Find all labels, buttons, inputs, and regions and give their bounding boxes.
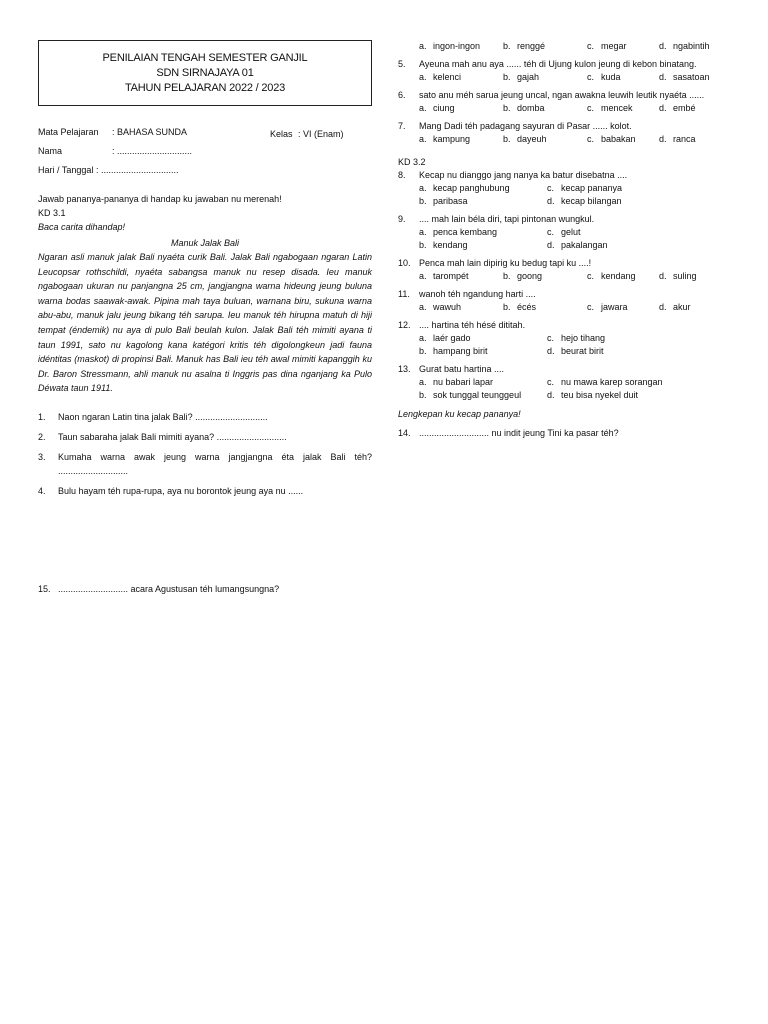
- date-label: Hari / Tanggal: [38, 164, 94, 175]
- question-text: Gurat batu hartina ....: [419, 364, 505, 374]
- option: [419, 133, 503, 146]
- class-row: [270, 124, 344, 143]
- multiple-choice-question: [398, 288, 733, 314]
- option-letter: d.: [659, 41, 667, 51]
- option: [587, 133, 659, 146]
- option: [503, 270, 587, 283]
- option-text: wawuh: [433, 302, 462, 312]
- option: [503, 133, 587, 146]
- question-text: Ayeuna mah anu aya ...... téh di Ujung kulon jeung di kebon binatang.: [419, 59, 697, 69]
- option: [547, 195, 697, 208]
- option: [419, 182, 547, 195]
- question-number: 4.: [38, 485, 46, 496]
- essay-question: [38, 450, 372, 478]
- option: [547, 345, 697, 358]
- multiple-choice-question: [398, 58, 733, 84]
- options: [398, 102, 733, 115]
- option-text: beurat birit: [561, 346, 604, 356]
- option-letter: b.: [503, 134, 511, 144]
- kd-3-2-label: KD 3.2: [398, 157, 426, 167]
- option: [659, 102, 739, 115]
- option-letter: b.: [419, 346, 427, 356]
- story-title: Manuk Jalak Bali: [170, 238, 240, 248]
- option: [547, 182, 697, 195]
- option-letter: a.: [419, 41, 427, 51]
- option-letter: a.: [419, 183, 427, 193]
- option-text: kampung: [433, 134, 471, 144]
- option-text: ranca: [673, 134, 696, 144]
- option: [587, 71, 659, 84]
- option: [419, 226, 547, 239]
- option-letter: c.: [587, 103, 595, 113]
- question-number: 8.: [398, 170, 406, 180]
- option-text: hejo tihang: [561, 333, 606, 343]
- option-text: paribasa: [433, 196, 468, 206]
- question-row: [398, 363, 733, 376]
- story-text: Ngaran asli manuk jalak Bali nyaéta curik Bali. Jalak Bali ngabogaan ngaran Latin Leucopsar rothschildi, nyaéta sabangsa manuk nu resep disada. Ieu manuk ngabogaan ukuran nu panjangna 25 cm, jangjangna warna hideung jeung buluna warna bodas saawak-awak. Pipina mah taya buluan, warnana biru, sukuna warna abu-abu, manuk jalu jeung bikang téh sarupa. Ieu manuk téh hirupna matuh di hiji tempat (éndemik) nu aya di pulo Bali beulah kulon. Jalak Bali téh mimiti ayana ti taun 1991, sato nu kagolong kana katégori kritis téh digolongkeun jadi fauna idéntitas (maskot) di propinsi Bali. Manuk has Bali ieu téh awal mimiti kapanggih ku Dr. Baron Stressmann, ahli manuk nu asalna ti Inggris pas dina nganjang ka Pulo Déwata taun 1911.: [38, 252, 372, 394]
- option-text: nu mawa karep sorangan: [561, 377, 663, 387]
- option-text: pakalangan: [561, 240, 608, 250]
- school-name: SDN SIRNAJAYA 01: [156, 66, 254, 79]
- question-row: [398, 213, 733, 226]
- multiple-choice-group-a: [398, 58, 733, 146]
- question-number: 15.: [38, 584, 51, 594]
- option-text: ngabintih: [673, 41, 710, 51]
- name-value: : ..............................: [112, 145, 193, 156]
- options: [398, 226, 733, 252]
- option-letter: d.: [547, 196, 555, 206]
- option-letter: b.: [503, 271, 511, 281]
- option: [587, 40, 659, 53]
- question-text: .... hartina téh hésé dititah.: [419, 320, 526, 330]
- option: [659, 71, 739, 84]
- option-text: gelut: [561, 227, 581, 237]
- question-text: Kumaha warna awak jeung warna jangjangna éta jalak Bali téh? ............................: [58, 451, 372, 476]
- name-row: [38, 141, 372, 160]
- question-text: Bulu hayam téh rupa-rupa, aya nu borontok jeung aya nu ......: [58, 485, 304, 496]
- option-letter: c.: [587, 271, 595, 281]
- option: [659, 133, 739, 146]
- subject-label: Mata Pelajaran: [38, 126, 99, 137]
- essay-question-15: [38, 582, 279, 596]
- option-text: renggé: [517, 41, 546, 51]
- option: [503, 102, 587, 115]
- option-text: kelenci: [433, 72, 462, 82]
- question-text: ............................ nu indit jeung Tini ka pasar téh?: [419, 428, 619, 438]
- option-text: gajah: [517, 72, 540, 82]
- option: [419, 376, 547, 389]
- option: [419, 270, 503, 283]
- option: [503, 40, 587, 53]
- question-number: 14.: [398, 428, 411, 438]
- options: [398, 270, 733, 283]
- option-letter: b.: [419, 240, 427, 250]
- option-letter: d.: [659, 302, 667, 312]
- option-letter: d.: [659, 134, 667, 144]
- option-text: kecap panghubung: [433, 183, 510, 193]
- question-number: 11.: [398, 289, 410, 299]
- question-number: 1.: [38, 411, 46, 422]
- essay-question: [38, 430, 372, 444]
- option: [547, 389, 697, 402]
- option-text: akur: [673, 302, 691, 312]
- multiple-choice-group-b: [398, 169, 733, 402]
- option-letter: d.: [547, 240, 555, 250]
- exam-title: PENILAIAN TENGAH SEMESTER GANJIL: [102, 51, 308, 64]
- class-label: Kelas: [270, 128, 293, 139]
- option-letter: d.: [659, 103, 667, 113]
- option-text: goong: [517, 271, 543, 281]
- option: [419, 102, 503, 115]
- options: [398, 71, 733, 84]
- option-text: dayeuh: [517, 134, 547, 144]
- complete-instruction: Lengkepan ku kecap pananya!: [398, 409, 521, 419]
- option-letter: a.: [419, 72, 427, 82]
- left-column: [38, 40, 372, 504]
- option: [419, 40, 503, 53]
- essay-question: [38, 484, 372, 498]
- multiple-choice-question: [398, 213, 733, 252]
- date-value: : ...............................: [96, 164, 179, 175]
- kd-3-1-label: KD 3.1: [38, 208, 66, 218]
- read-instruction: Baca carita dihandap!: [38, 222, 126, 232]
- options: [398, 182, 733, 208]
- option: [587, 102, 659, 115]
- multiple-choice-question: [398, 120, 733, 146]
- option-letter: a.: [419, 377, 427, 387]
- option-letter: d.: [659, 271, 667, 281]
- option: [587, 301, 659, 314]
- option: [419, 389, 547, 402]
- question-row: [398, 120, 733, 133]
- school-year: TAHUN PELAJARAN 2022 / 2023: [124, 81, 286, 94]
- question-text: Mang Dadi téh padagang sayuran di Pasar ...... kolot.: [419, 121, 632, 131]
- option-letter: b.: [503, 103, 511, 113]
- option-text: mencek: [601, 103, 633, 113]
- options: [398, 133, 733, 146]
- option-letter: d.: [547, 346, 555, 356]
- question-row: [398, 257, 733, 270]
- option-letter: a.: [419, 333, 427, 343]
- question-text: Kecap nu dianggo jang nanya ka batur disebatna ....: [419, 170, 628, 180]
- option-text: laér gado: [433, 333, 471, 343]
- option-text: kendang: [601, 271, 636, 281]
- option-text: penca kembang: [433, 227, 498, 237]
- option-letter: d.: [547, 390, 555, 400]
- question-text: .... mah lain béla diri, tapi pintonan wungkul.: [419, 214, 595, 224]
- multiple-choice-question: [398, 319, 733, 358]
- option: [503, 71, 587, 84]
- option-letter: b.: [419, 196, 427, 206]
- option-text: kendang: [433, 240, 468, 250]
- option: [659, 301, 739, 314]
- right-column: [398, 40, 733, 440]
- question-number: 10.: [398, 258, 411, 268]
- option-text: babakan: [601, 134, 636, 144]
- option: [419, 239, 547, 252]
- question-number: 5.: [398, 59, 406, 69]
- option-letter: a.: [419, 134, 427, 144]
- question-row: [398, 169, 733, 182]
- option: [659, 270, 739, 283]
- option-letter: c.: [547, 183, 555, 193]
- option: [547, 376, 697, 389]
- option: [587, 270, 659, 283]
- option-text: teu bisa nyekel duit: [561, 390, 639, 400]
- option-letter: c.: [587, 134, 595, 144]
- option-letter: c.: [547, 227, 555, 237]
- question-number: 12.: [398, 320, 411, 330]
- options: [398, 301, 733, 314]
- option-text: ingon-ingon: [433, 41, 481, 51]
- question-text: Taun sabaraha jalak Bali mimiti ayana? ............................: [58, 431, 287, 442]
- option-letter: a.: [419, 302, 427, 312]
- question-text: Naon ngaran Latin tina jalak Bali? .............................: [58, 411, 268, 422]
- option-letter: c.: [587, 72, 595, 82]
- option-letter: c.: [587, 41, 595, 51]
- multiple-choice-question: [398, 169, 733, 208]
- option-letter: c.: [587, 302, 595, 312]
- option-text: jawara: [601, 302, 628, 312]
- student-info: [38, 122, 372, 179]
- option: [419, 332, 547, 345]
- option: [503, 301, 587, 314]
- option-text: ciung: [433, 103, 455, 113]
- multiple-choice-question: [398, 257, 733, 283]
- options: [398, 332, 733, 358]
- question-text: sato anu méh sarua jeung uncal, ngan awakna leuwih leutik nyaéta ......: [419, 90, 705, 100]
- subject-value: : BAHASA SUNDA: [112, 126, 188, 137]
- question-number: 3.: [38, 451, 46, 462]
- fill-question-14: [398, 427, 733, 440]
- option-text: kecap pananya: [561, 183, 623, 193]
- question-row: [398, 288, 733, 301]
- option-text: embé: [673, 103, 696, 113]
- option-letter: c.: [547, 377, 555, 387]
- question-row: [398, 58, 733, 71]
- option-letter: b.: [503, 41, 511, 51]
- option-text: suling: [673, 271, 697, 281]
- option-letter: b.: [419, 390, 427, 400]
- multiple-choice-question: [398, 89, 733, 115]
- option: [419, 71, 503, 84]
- option-text: domba: [517, 103, 545, 113]
- option: [419, 301, 503, 314]
- instructions: [38, 192, 372, 396]
- date-row: [38, 160, 372, 179]
- question-number: 7.: [398, 121, 406, 131]
- question-text: wanoh téh ngandung harti ....: [419, 289, 536, 299]
- option-text: écés: [517, 302, 537, 312]
- question-number: 6.: [398, 90, 406, 100]
- option-letter: c.: [547, 333, 555, 343]
- instruction-text: Jawab pananya-pananya di handap ku jawaban nu merenah!: [38, 194, 282, 204]
- exam-title-box: [38, 40, 372, 106]
- option-text: tarompét: [433, 271, 469, 281]
- essay-questions: [38, 410, 372, 498]
- options: [398, 376, 733, 402]
- option: [419, 345, 547, 358]
- option-letter: a.: [419, 271, 427, 281]
- option-text: sasatoan: [673, 72, 710, 82]
- option-letter: b.: [503, 302, 511, 312]
- question-number: 9.: [398, 214, 406, 224]
- question-row: [398, 319, 733, 332]
- option: [419, 195, 547, 208]
- option-letter: d.: [659, 72, 667, 82]
- option-letter: a.: [419, 227, 427, 237]
- question-row: [398, 89, 733, 102]
- name-label: Nama: [38, 145, 63, 156]
- option: [547, 239, 697, 252]
- question-4-options: [398, 40, 733, 53]
- option-letter: a.: [419, 103, 427, 113]
- option: [547, 332, 697, 345]
- option: [659, 40, 739, 53]
- option-text: nu babari lapar: [433, 377, 494, 387]
- option-text: megar: [601, 41, 627, 51]
- question-text: Penca mah lain dipirig ku bedug tapi ku ....!: [419, 258, 592, 268]
- option-text: kecap bilangan: [561, 196, 622, 206]
- question-number: 13.: [398, 364, 411, 374]
- question-text: ............................ acara Agustusan téh lumangsungna?: [58, 584, 280, 594]
- option-text: kuda: [601, 72, 621, 82]
- option: [547, 226, 697, 239]
- multiple-choice-question: [398, 363, 733, 402]
- essay-question: [38, 410, 372, 424]
- option-letter: b.: [503, 72, 511, 82]
- question-number: 2.: [38, 431, 46, 442]
- class-value: : VI (Enam): [298, 128, 344, 139]
- option-text: sok tunggal teunggeul: [433, 390, 522, 400]
- option-text: hampang birit: [433, 346, 488, 356]
